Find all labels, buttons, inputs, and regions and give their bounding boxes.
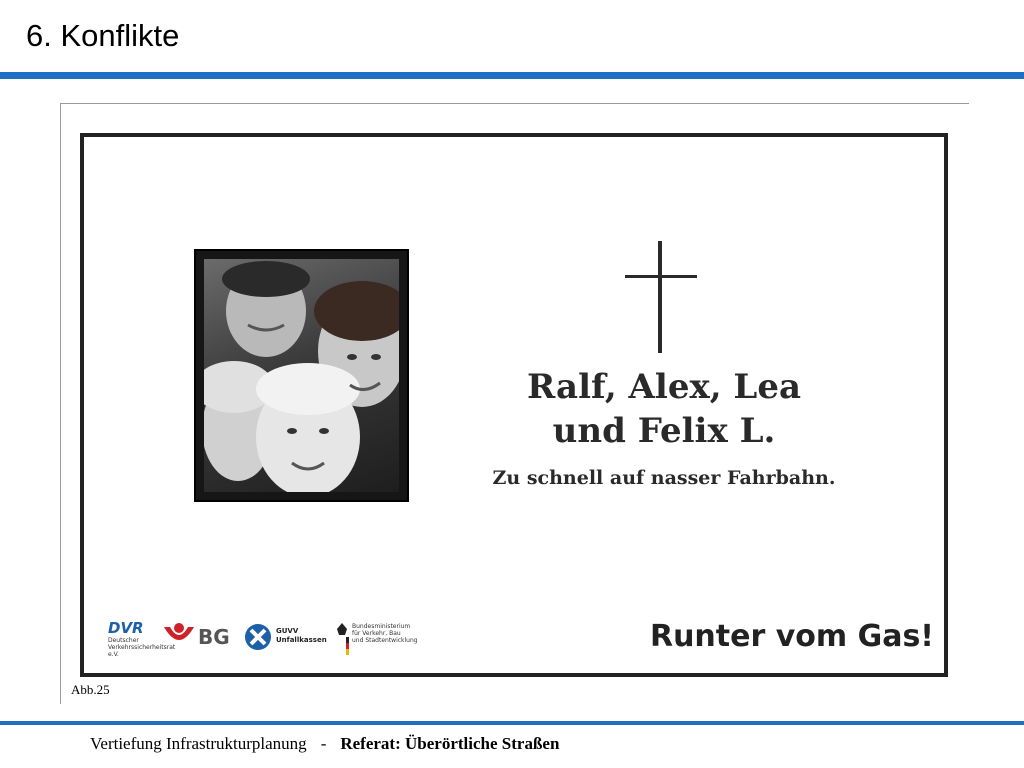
- dvr-logo-text: DVR: [108, 619, 144, 637]
- cross-icon: [625, 241, 697, 353]
- accident-cause: Zu schnell auf nasser Fahrbahn.: [492, 467, 836, 489]
- ministry-logo-line-3: und Stadtentwicklung: [352, 637, 418, 644]
- guvv-logo: [244, 621, 334, 657]
- campaign-poster: [80, 133, 948, 677]
- slide-footer: [90, 734, 559, 754]
- dvr-logo: [108, 619, 176, 659]
- victim-names: [384, 365, 944, 453]
- victim-names-line-2: und Felix L.: [552, 411, 776, 451]
- family-photo: [194, 249, 409, 502]
- ministry-logo: [334, 619, 424, 659]
- federal-eagle-icon: [334, 621, 350, 655]
- footer-course: Vertiefung Infrastrukturplanung: [90, 734, 307, 753]
- ministry-logo-line-1: Bundesministerium: [352, 623, 411, 630]
- guvv-emblem-icon: [244, 623, 272, 651]
- family-photo-image: [204, 259, 399, 492]
- footer-separator: -: [320, 734, 327, 753]
- victim-names-line-1: Ralf, Alex, Lea: [527, 367, 801, 407]
- campaign-slogan: Runter vom Gas!: [649, 619, 934, 654]
- dvr-logo-subtitle: Deutscher Verkehrssicherheitsrat e.V.: [108, 637, 176, 658]
- footer-topic: Referat: Überörtliche Straßen: [340, 734, 560, 753]
- title-divider: [0, 72, 1024, 79]
- ministry-logo-line-2: für Verkehr, Bau: [352, 630, 401, 637]
- bg-logo-text: BG: [198, 625, 230, 649]
- bg-emblem-icon: [162, 623, 196, 651]
- guvv-logo-line-1: GUVV: [276, 627, 299, 635]
- slide-title: 6. Konflikte: [26, 18, 180, 53]
- bg-logo: [162, 621, 234, 657]
- figure-caption: Abb.25: [71, 682, 110, 697]
- footer-divider: [0, 721, 1024, 725]
- family-faces-illustration: [204, 259, 399, 492]
- guvv-logo-line-2: Unfallkassen: [276, 636, 327, 644]
